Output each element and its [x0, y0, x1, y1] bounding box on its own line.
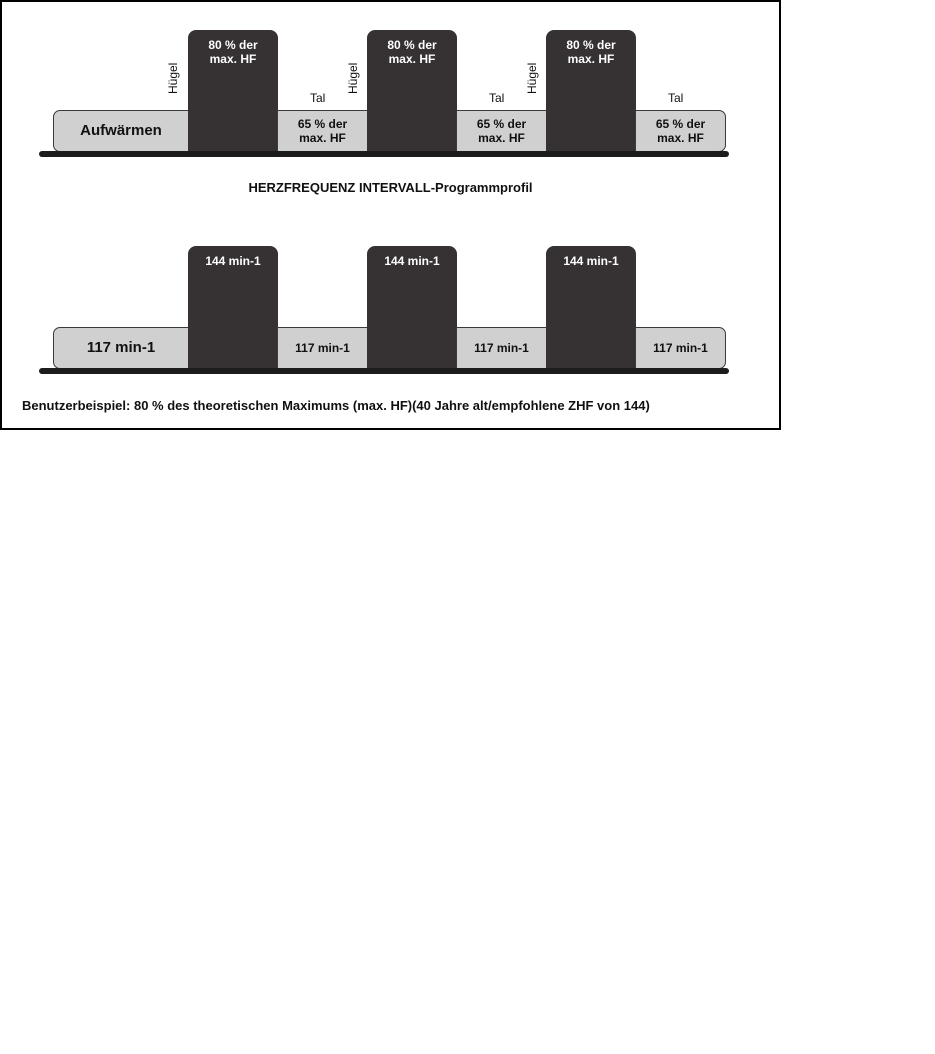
low-bpm-label: 117 min-1 — [86, 339, 156, 356]
high-bpm-label: 144 min-1 — [563, 254, 619, 268]
peak-segment — [546, 30, 636, 152]
low-bpm-label: 117 min-1 — [653, 341, 708, 355]
peak-label: 80 % der max. HF — [208, 38, 258, 66]
low-bpm-segment — [635, 327, 726, 369]
valley-label: 65 % der max. HF — [476, 117, 527, 145]
valley-segment — [635, 110, 726, 152]
profile-title: HERZFREQUENZ INTERVALL-Programmprofil — [248, 180, 533, 195]
peak-segment — [188, 30, 278, 152]
valley-marker: Tal — [310, 91, 326, 105]
high-bpm-label: 144 min-1 — [384, 254, 440, 268]
valley-marker: Tal — [668, 91, 684, 105]
warmup-segment — [53, 110, 189, 152]
example-caption: Benutzerbeispiel: 80 % des theoretischen Maximums (max. HF)(40 Jahre alt/empfohlene ZHF von 144) — [22, 398, 650, 413]
low-bpm-segment — [53, 327, 189, 369]
high-bpm-segment — [367, 246, 457, 369]
warmup-label: Aufwärmen — [80, 122, 162, 139]
hill-label: Hügel — [525, 62, 539, 94]
peak-segment — [367, 30, 457, 152]
low-bpm-label: 117 min-1 — [295, 341, 350, 355]
profile-baseline — [39, 151, 729, 157]
hill-label: Hügel — [346, 62, 360, 94]
high-bpm-label: 144 min-1 — [205, 254, 261, 268]
example-baseline — [39, 368, 729, 374]
peak-label: 80 % der max. HF — [387, 38, 437, 66]
high-bpm-segment — [188, 246, 278, 369]
valley-segment — [456, 110, 547, 152]
low-bpm-segment — [456, 327, 547, 369]
valley-segment — [277, 110, 368, 152]
peak-label: 80 % der max. HF — [566, 38, 616, 66]
valley-label: 65 % der max. HF — [655, 117, 706, 145]
low-bpm-label: 117 min-1 — [474, 341, 529, 355]
interval-profile-figure — [0, 0, 781, 430]
valley-label: 65 % der max. HF — [297, 117, 348, 145]
hill-label: Hügel — [166, 62, 180, 94]
high-bpm-segment — [546, 246, 636, 369]
low-bpm-segment — [277, 327, 368, 369]
valley-marker: Tal — [489, 91, 505, 105]
